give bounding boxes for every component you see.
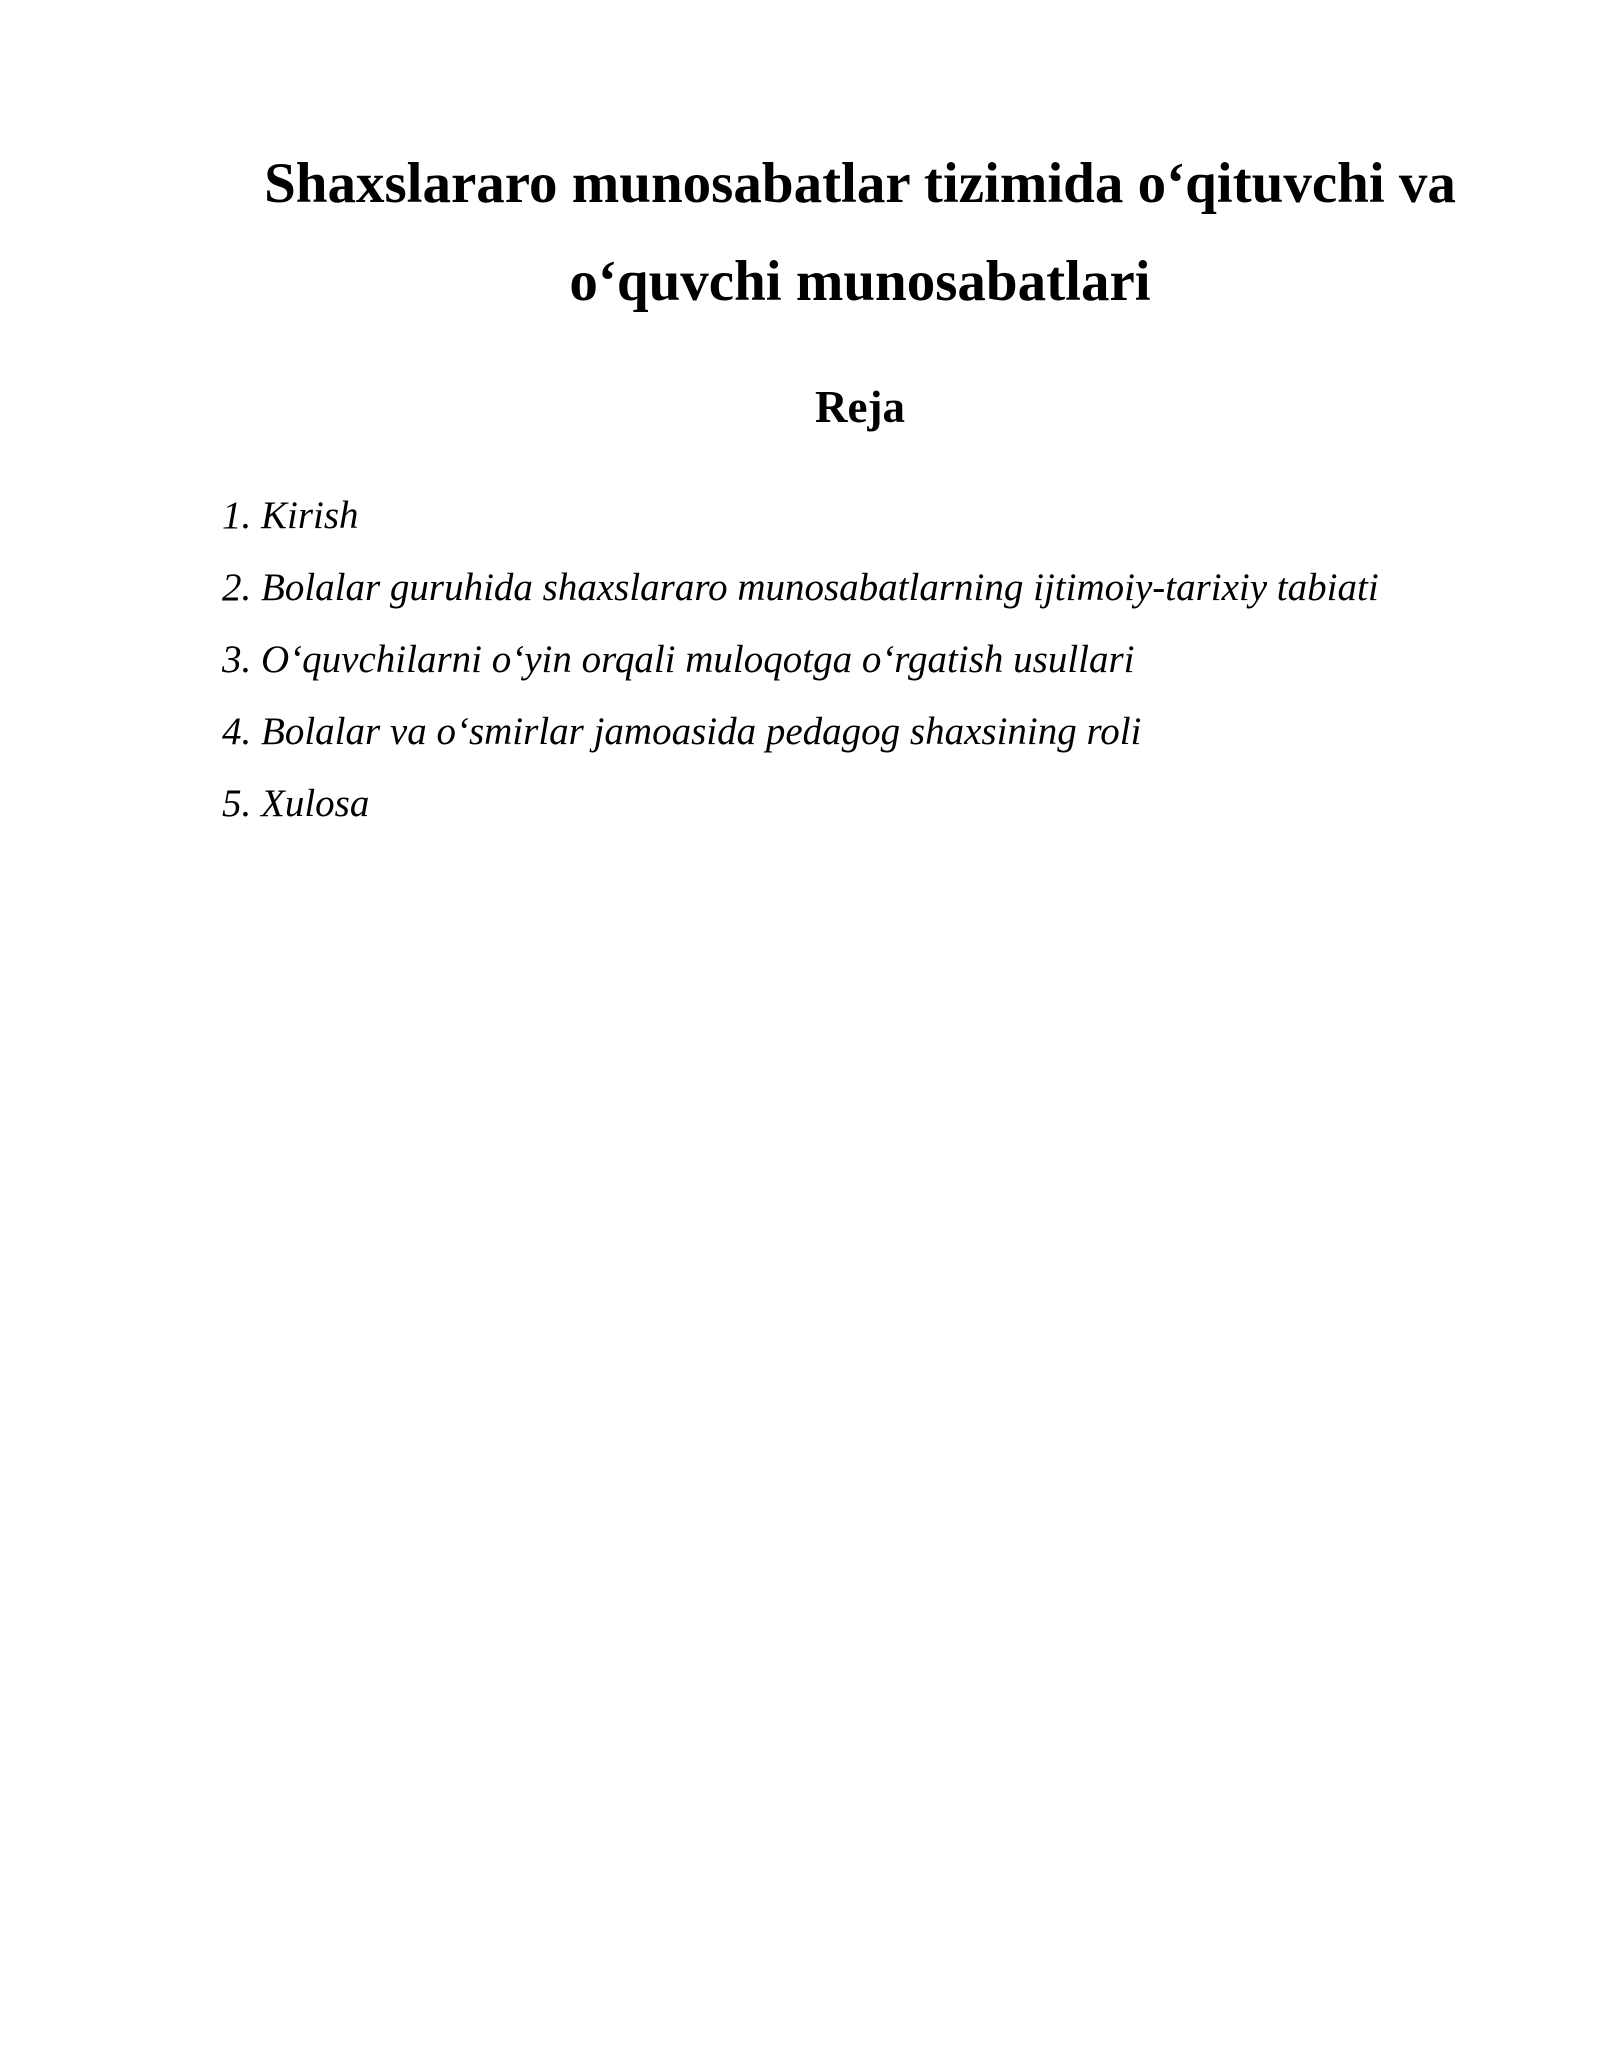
document-title: Shaxslararo munosabatlar tizimida o‘qituvchi va o‘quvchi munosabatlari xyxy=(264,152,1456,313)
plan-item-4: 4. Bolalar va o‘smirlar jamoasida pedagog shaxsining roli xyxy=(222,710,1142,753)
plan-item-1: 1. Kirish xyxy=(222,494,359,537)
plan-heading: Reja xyxy=(815,382,905,432)
plan-item-2: 2. Bolalar guruhida shaxslararo munosabatlarning ijtimoiy-tarixiy tabiati xyxy=(222,566,1379,609)
plan-list xyxy=(222,480,1542,840)
plan-item-3: 3. O‘quvchilarni o‘yin orqali muloqotga o‘rgatish usullari xyxy=(222,638,1135,681)
plan-item-5: 5. Xulosa xyxy=(222,782,370,825)
